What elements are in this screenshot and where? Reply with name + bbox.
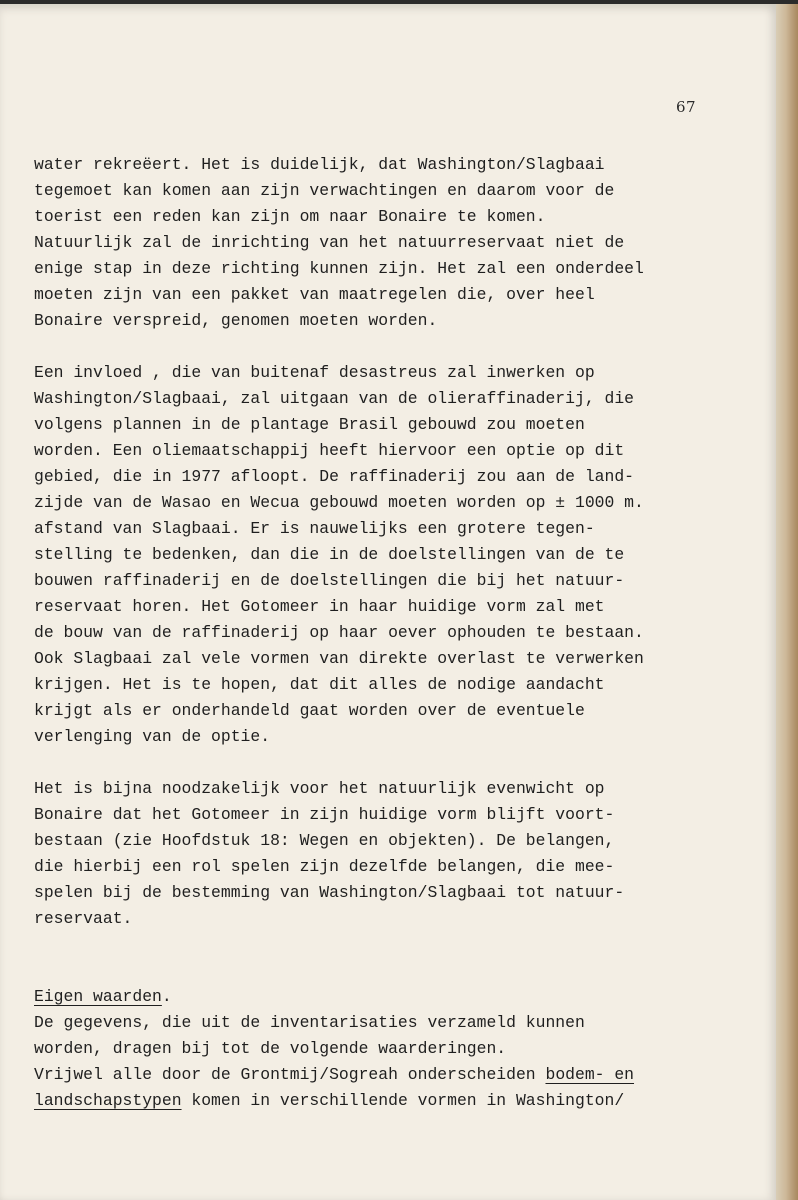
text-line: Washington/Slagbaai, zal uitgaan van de olieraffinaderij, die	[34, 389, 634, 408]
text-line: bestaan (zie Hoofdstuk 18: Wegen en objekten). De belangen,	[34, 831, 615, 850]
text-line: volgens plannen in de plantage Brasil gebouwd zou moeten	[34, 415, 585, 434]
text-line: Het is bijna noodzakelijk voor het natuurlijk evenwicht op	[34, 779, 605, 798]
section-heading-text: Eigen waarden	[34, 987, 162, 1006]
text-line: tegemoet kan komen aan zijn verwachtingen en daarom voor de	[34, 181, 615, 200]
binder-edge	[776, 4, 798, 1200]
text-line: De gegevens, die uit de inventarisaties verzameld kunnen	[34, 1013, 585, 1032]
text-line: Ook Slagbaai zal vele vormen van direkte overlast te verwerken	[34, 649, 644, 668]
paragraph-gap	[34, 958, 724, 984]
text-line: zijde van de Wasao en Wecua gebouwd moeten worden op ± 1000 m.	[34, 493, 644, 512]
text-line: afstand van Slagbaai. Er is nauwelijks een grotere tegen-	[34, 519, 595, 538]
text-line: krijgen. Het is te hopen, dat dit alles de nodige aandacht	[34, 675, 605, 694]
section-heading-punct: .	[161, 987, 172, 1006]
text-line: enige stap in deze richting kunnen zijn. Het zal een onderdeel	[34, 259, 644, 278]
text-line: toerist een reden kan zijn om naar Bonaire te komen.	[34, 207, 546, 226]
text-line: die hierbij een rol spelen zijn dezelfde belangen, die mee-	[34, 857, 615, 876]
text-line: de bouw van de raffinaderij op haar oever ophouden te bestaan.	[34, 623, 644, 642]
text-line: Bonaire verspreid, genomen moeten worden.	[34, 311, 438, 330]
paragraph-gap	[34, 334, 724, 360]
text-line	[34, 1062, 724, 1088]
section-eigen-waarden	[34, 984, 724, 1114]
text-segment: Vrijwel alle door de Grontmij/Sogreah onderscheiden	[34, 1065, 546, 1084]
text-line: water rekreëert. Het is duidelijk, dat Washington/Slagbaai	[34, 155, 605, 174]
text-line: worden. Een oliemaatschappij heeft hiervoor een optie op dit	[34, 441, 625, 460]
text-line: gebied, die in 1977 afloopt. De raffinaderij zou aan de land-	[34, 467, 634, 486]
underlined-term: bodem- en	[545, 1065, 635, 1084]
text-line: Bonaire dat het Gotomeer in zijn huidige vorm blijft voort-	[34, 805, 615, 824]
text-line: krijgt als er onderhandeld gaat worden over de eventuele	[34, 701, 585, 720]
text-line: worden, dragen bij tot de volgende waarderingen.	[34, 1039, 507, 1058]
text-line: verlenging van de optie.	[34, 727, 271, 746]
paragraph-gap	[34, 932, 724, 958]
text-line: reservaat horen. Het Gotomeer in haar huidige vorm zal met	[34, 597, 605, 616]
text-line: moeten zijn van een pakket van maatregelen die, over heel	[34, 285, 595, 304]
text-line: Een invloed , die van buitenaf desastreus zal inwerken op	[34, 363, 595, 382]
page-number: 67	[676, 98, 697, 116]
text-line: stelling te bedenken, dan die in de doelstellingen van de te	[34, 545, 625, 564]
paragraph-gap	[34, 750, 724, 776]
text-line: reservaat.	[34, 909, 133, 928]
document-body	[34, 152, 724, 1114]
text-line: bouwen raffinaderij en de doelstellingen die bij het natuur-	[34, 571, 625, 590]
paragraph-2	[34, 360, 724, 750]
underlined-term: landschapstypen	[34, 1091, 182, 1110]
text-line	[34, 1088, 724, 1114]
paragraph-1	[34, 152, 724, 334]
section-heading	[34, 984, 724, 1010]
text-line: Natuurlijk zal de inrichting van het natuurreservaat niet de	[34, 233, 625, 252]
text-segment: komen in verschillende vormen in Washington/	[181, 1091, 625, 1110]
paragraph-3	[34, 776, 724, 932]
text-line: spelen bij de bestemming van Washington/Slagbaai tot natuur-	[34, 883, 625, 902]
